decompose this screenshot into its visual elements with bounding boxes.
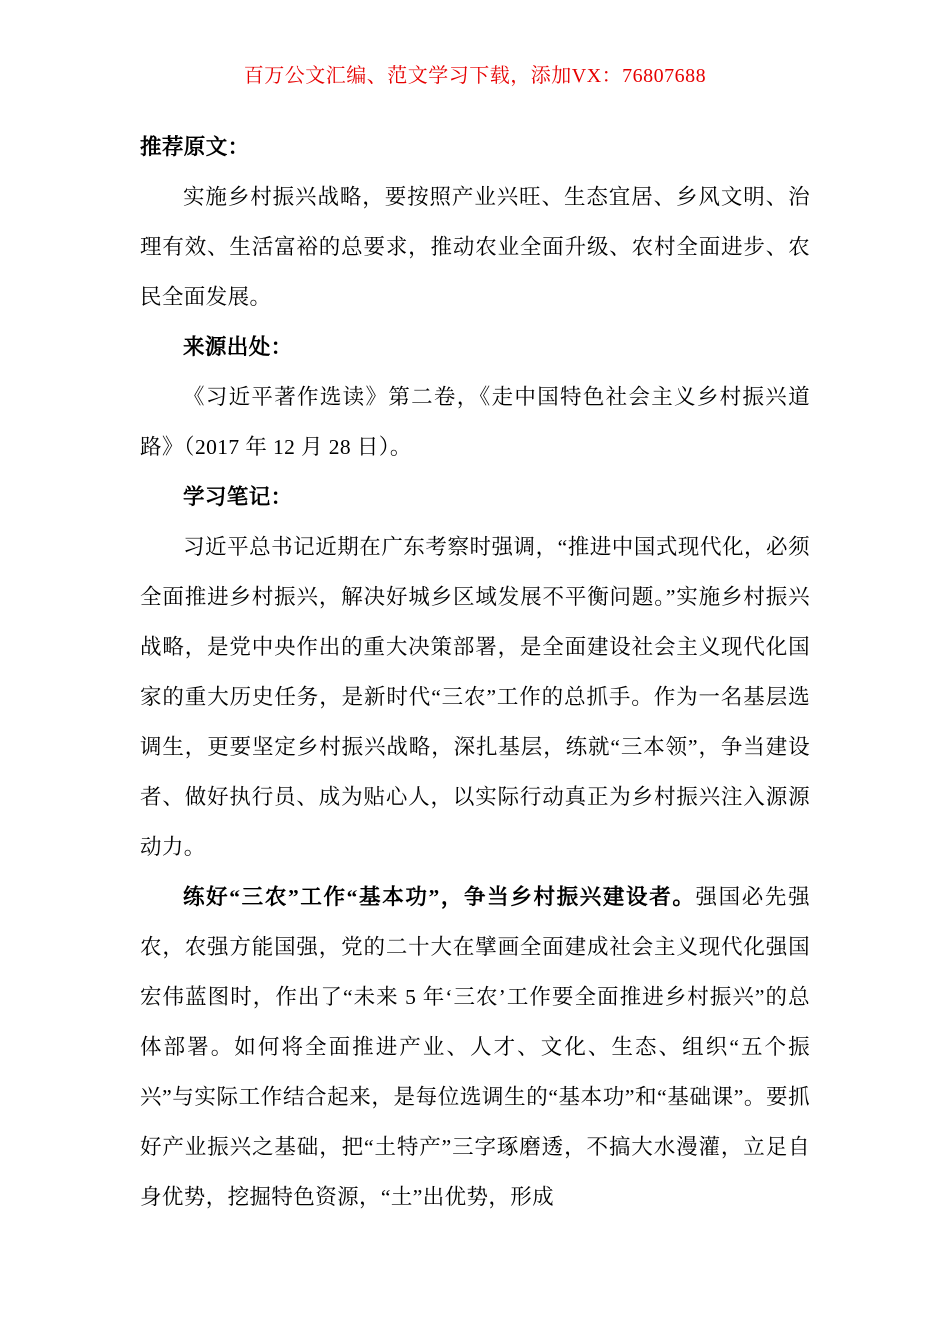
paragraph-5-text: 习近平总书记近期在广东考察时强调，“推进中国式现代化，必须全面推进乡村振兴，解决好城乡区域发展不平衡问题。”实施乡村振兴战略，是党中央作出的重大决策部署，是全面建设社会主义现代化国家的重大历史任务，是新时代“三农”工作的总抓手。作为一名基层选调生，更要坚定乡村振兴战略，深扎基层，练就“三本领”，争当建设者、做好执行员、成为贴心人，以实际行动真正为乡村振兴注入源源动力。 [140, 535, 810, 859]
document-body [140, 122, 810, 1222]
paragraph-6 [140, 872, 810, 1222]
paragraph-0-text: 推荐原文： [140, 135, 250, 159]
paragraph-6-lead-bold: 练好“三农”工作“基本功”，争当乡村振兴建设者。 [183, 885, 696, 909]
paragraph-1 [140, 172, 810, 322]
header-notice: 百万公文汇编、范文学习下载，添加VX：76807688 [243, 65, 707, 87]
paragraph-5 [140, 522, 810, 872]
paragraph-0 [140, 122, 810, 172]
paragraph-1-text: 实施乡村振兴战略，要按照产业兴旺、生态宜居、乡风文明、治理有效、生活富裕的总要求，推动农业全面升级、农村全面进步、农民全面发展。 [140, 185, 810, 309]
paragraph-4-text: 学习笔记： [183, 485, 293, 509]
paragraph-3-text: 《习近平著作选读》第二卷，《走中国特色社会主义乡村振兴道路》（2017 年 12 月 28 日）。 [140, 385, 810, 459]
paragraph-6-text: 强国必先强农，农强方能国强，党的二十大在擘画全面建成社会主义现代化强国宏伟蓝图时，作出了“未来 5 年‘三农’工作要全面推进乡村振兴”的总体部署。如何将全面推进产业、人才、文化、生态、组织“五个振兴”与实际工作结合起来，是每位选调生的“基本功”和“基础课”。要抓好产业振兴之基础，把“土特产”三字琢磨透，不搞大水漫灌，立足自身优势，挖掘特色资源，“土”出优势，形成 [140, 885, 810, 1209]
paragraph-4 [140, 472, 810, 522]
paragraph-2-text: 来源出处： [183, 335, 293, 359]
paragraph-3 [140, 372, 810, 472]
paragraph-2 [140, 322, 810, 372]
